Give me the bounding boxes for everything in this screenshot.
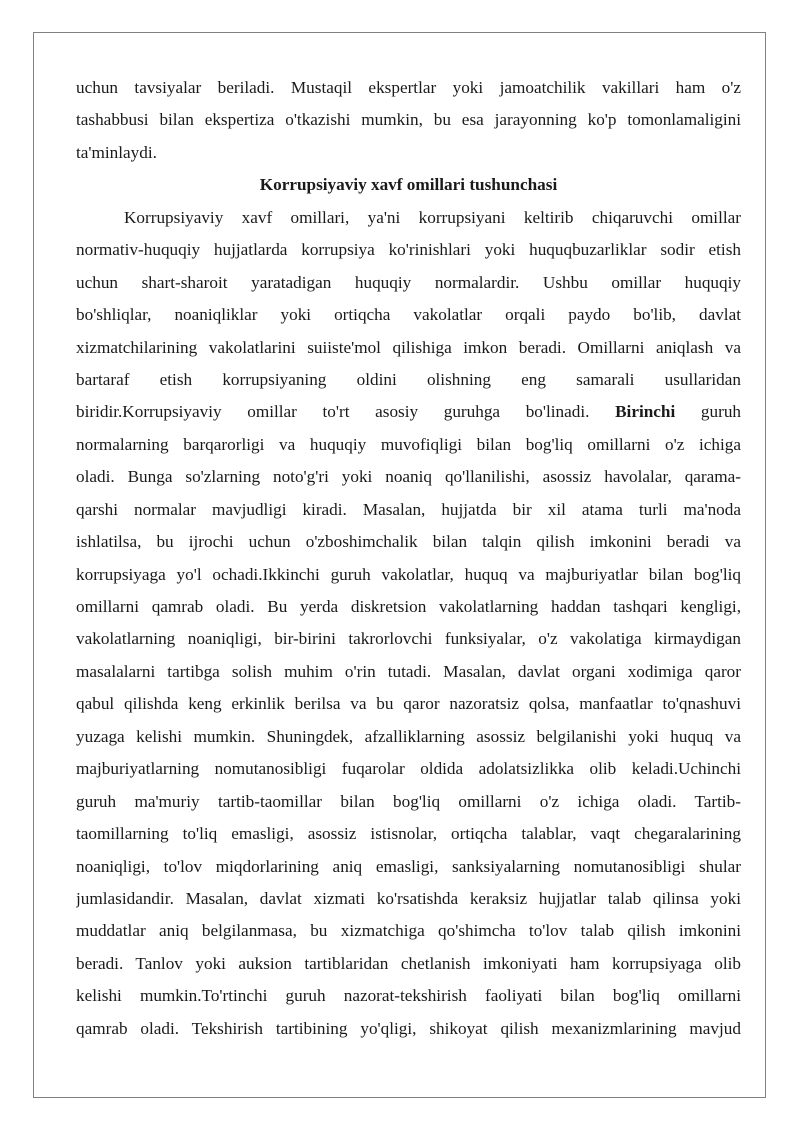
text-line: bo'shliqlar, noaniqliklar yoki ortiqcha vakolatlar orqali paydo bo'lib, davlat bbox=[76, 305, 741, 325]
text-line: qarshi normalar mavjudligi kiradi. Masalan, hujjatda bir xil atama turli ma'noda bbox=[76, 499, 741, 519]
text-line: kelishi mumkin.To'rtinchi guruh nazorat-tekshirish faoliyati bilan bog'liq omillarni bbox=[76, 986, 741, 1006]
text-line: normativ-huquqiy hujjatlarda korrupsiya ko'rinishlari yoki huquqbuzarliklar sodir etish bbox=[76, 240, 741, 260]
text-line: jumlasidandir. Masalan, davlat xizmati ko'rsatishda keraksiz hujjatlar talab qilinsa yoki bbox=[76, 888, 741, 908]
text-line: ta'minlaydi. bbox=[76, 142, 157, 162]
text-line: beradi. Tanlov yoki auksion tartiblaridan chetlanish imkoniyati ham korrupsiyaga olib bbox=[76, 953, 741, 973]
text-run: biridir.Korrupsiyaviy omillar to'rt asosiy guruhga bo'linadi. bbox=[76, 402, 590, 422]
text-line: tashabbusi bilan ekspertiza o'tkazishi mumkin, bu esa jarayonning ko'p tomonlamaligini bbox=[76, 110, 741, 130]
text-line: xizmatchilarining vakolatlarini suiiste'mol qilishiga imkon beradi. Omillarni aniqlash va bbox=[76, 337, 741, 357]
text-line: noaniqligi, to'lov miqdorlarining aniq emasligi, sanksiyalarning nomutanosibligi shular bbox=[76, 856, 741, 876]
section-heading: Korrupsiyaviy xavf omillari tushunchasi bbox=[259, 175, 558, 195]
text-line: Korrupsiyaviy xavf omillari, ya'ni korrupsiyani keltirib chiqaruvchi omillar bbox=[124, 207, 741, 227]
text-line: guruh ma'muriy tartib-taomillar bilan bog'liq omillarni o'z ichiga oladi. Tartib- bbox=[76, 791, 741, 811]
text-line: qamrab oladi. Tekshirish tartibining yo'qligi, shikoyat qilish mexanizmlarining mavjud bbox=[76, 1018, 741, 1038]
text-line: bartaraf etish korrupsiyaning oldini olishning eng samarali usullaridan bbox=[76, 369, 741, 389]
text-line: yuzaga kelishi mumkin. Shuningdek, afzalliklarning asossiz belgilanishi yoki huquq va bbox=[76, 726, 741, 746]
text-line: qabul qilishda keng erkinlik berilsa va bu qaror nazoratsiz qolsa, manfaatlar to'qnashuvi bbox=[76, 694, 741, 714]
text-line: korrupsiyaga yo'l ochadi.Ikkinchi guruh vakolatlar, huquq va majburiyatlar bilan bog'liq bbox=[76, 564, 741, 584]
text-line: omillarni qamrab oladi. Bu yerda diskretsion vakolatlarning haddan tashqari kengligi, bbox=[76, 597, 741, 616]
bold-term: Birinchi bbox=[615, 402, 676, 422]
text-line: uchun tavsiyalar beriladi. Mustaqil ekspertlar yoki jamoatchilik vakillari ham o'z bbox=[76, 78, 741, 97]
text-line: taomillarning to'liq emasligi, asossiz istisnolar, ortiqcha talablar, vaqt chegaralarining bbox=[76, 824, 741, 844]
document-body bbox=[76, 72, 741, 1045]
text-line: uchun shart-sharoit yaratadigan huquqiy normalardir. Ushbu omillar huquqiy bbox=[76, 272, 741, 292]
text-line: majburiyatlarning nomutanosibligi fuqarolar oldida adolatsizlikka olib keladi.Uchinchi bbox=[76, 759, 741, 779]
text-line: vakolatlarning noaniqligi, bir-birini takrorlovchi funksiyalar, o'z vakolatiga kirmaydigan bbox=[76, 629, 741, 649]
text-line: masalalarni tartibga solish muhim o'rin tutadi. Masalan, davlat organi xodimiga qaror bbox=[76, 661, 741, 681]
text-line-with-bold bbox=[76, 396, 741, 428]
text-line: oladi. Bunga so'zlarning noto'g'ri yoki noaniq qo'llanilishi, asossiz havolalar, qarama- bbox=[76, 467, 741, 487]
text-run: guruh bbox=[700, 402, 741, 422]
text-line: normalarning barqarorligi va huquqiy muvofiqligi bilan bog'liq omillarni o'z ichiga bbox=[76, 434, 741, 454]
text-line: ishlatilsa, bu ijrochi uchun o'zboshimchalik bilan talqin qilish imkonini beradi va bbox=[76, 532, 741, 552]
text-line: muddatlar aniq belgilanmasa, bu xizmatchiga qo'shimcha to'lov talab qilish imkonini bbox=[76, 921, 741, 941]
